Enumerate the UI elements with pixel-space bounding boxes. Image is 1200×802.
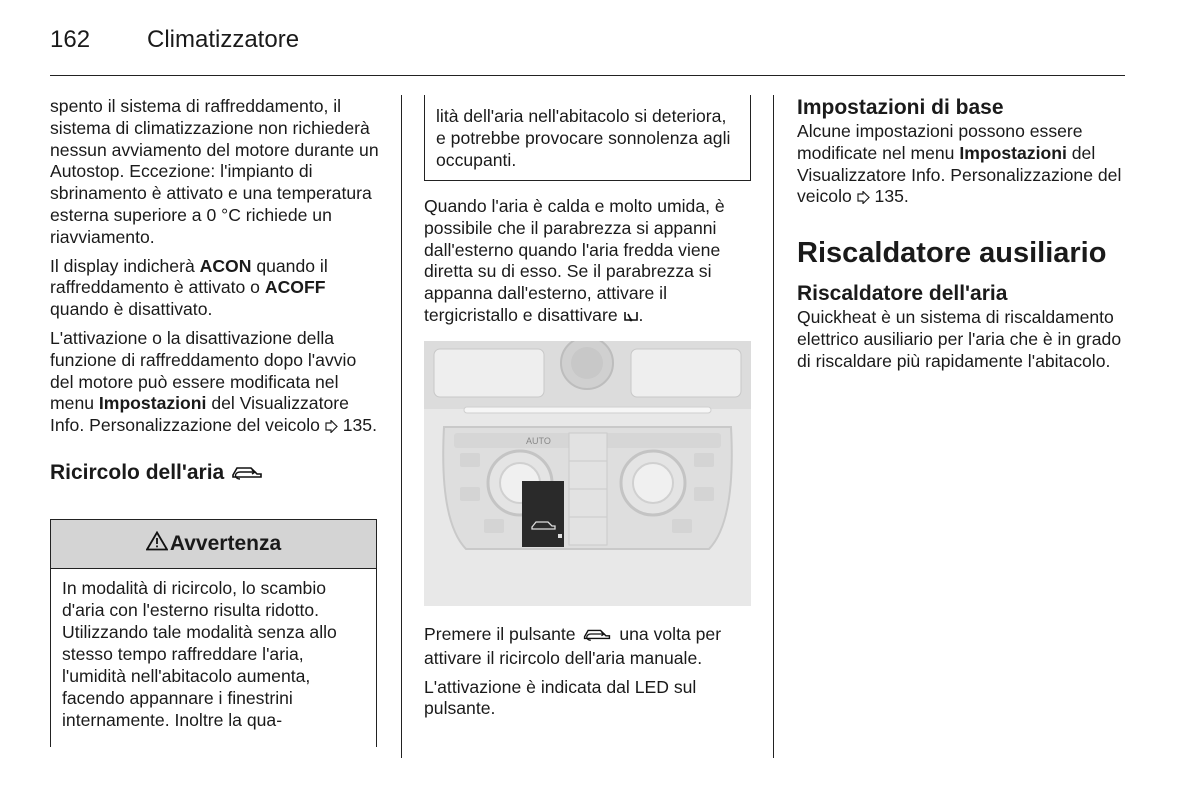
paragraph: L'attivazione è indicata dal LED sul pulsante.	[424, 676, 697, 719]
page-number: 162	[50, 26, 91, 53]
text: L'attivazione o la disattivazione della funzione di raffreddamento dopo l'avvio del motore può essere modificata nel menu	[50, 327, 357, 414]
acon-label: ACON	[199, 255, 252, 276]
text: quando è disattivato.	[50, 299, 213, 320]
header-rule	[50, 75, 1125, 76]
column-divider-2	[773, 95, 774, 758]
menu-name: Impostazioni	[98, 393, 207, 414]
acoff-label: ACOFF	[264, 277, 326, 298]
text: del Visualizzatore Info. Personalizzazione del veicolo	[50, 393, 349, 436]
subsection-title: Riscaldatore dell'aria	[797, 282, 1008, 306]
page-reference[interactable]: 135.	[342, 415, 377, 436]
warning-triangle-icon	[146, 531, 168, 557]
panel-auto-label: AUTO	[526, 436, 551, 446]
climate-control-panel-image	[424, 341, 751, 606]
page-reference[interactable]: 135.	[874, 186, 909, 207]
recirculation-icon	[230, 463, 264, 487]
chapter-title: Riscaldatore ausiliario	[797, 237, 1107, 270]
wiper-icon	[623, 307, 639, 329]
paragraph: Quickheat è un sistema di riscaldamento elettrico ausiliario per l'aria che è in grado di riscaldare più rapidamente l'abitacolo.	[797, 307, 1122, 371]
paragraph: Quando l'aria è calda e molto umida, è possibile che il parabrezza si appanni dall'esterno quando l'aria fredda viene diretta su di esso. Se il parabrezza si appanna dall'esterno, attivare il tergicristallo e disattivare .	[424, 196, 754, 329]
section-title: Impostazioni di base	[797, 96, 1004, 119]
column-divider-1	[401, 95, 402, 758]
reference-arrow-icon	[325, 417, 338, 439]
column-1	[50, 96, 380, 493]
page-title: Climatizzatore	[147, 26, 300, 53]
paragraph: Premere il pulsante una volta per attivare il ricircolo dell'aria manuale.	[424, 624, 722, 668]
section-title: Ricircolo dell'aria	[50, 461, 380, 487]
warning-continued-box: lità dell'aria nell'abitacolo si deteriora, e potrebbe provocare sonnolenza agli occupanti.	[424, 95, 751, 181]
warning-title: Avvertenza	[169, 532, 282, 555]
column-3	[797, 96, 1129, 380]
reference-arrow-icon	[857, 188, 870, 210]
text: quando il raffreddamento è attivato o	[50, 255, 328, 298]
recirculation-icon	[580, 626, 614, 648]
warning-text: In modalità di ricircolo, lo scambio d'aria con l'esterno risulta ridotto. Utilizzando tale modalità senza allo stesso tempo raffreddare l'aria, l'umidità nell'abitacolo aumenta, facendo appannare i finestrini internamente. Inoltre la qua-	[62, 578, 337, 730]
warning-header	[51, 520, 376, 569]
paragraph	[50, 328, 380, 439]
paragraph	[50, 256, 380, 321]
paragraph: spento il sistema di raffreddamento, il sistema di climatizzazione non richiederà nessun avviamento del motore durante un Autostop. Eccezione: l'impianto di sbrinamento è attivato e una temperatura esterna superiore a 0 °C richiede un riavviamento.	[50, 96, 379, 247]
warning-box	[50, 519, 377, 747]
text: Il display indicherà	[50, 255, 200, 276]
menu-name: Impostazioni	[959, 142, 1067, 163]
paragraph: Alcune impostazioni possono essere modificate nel menu Impostazioni del Visualizzatore Info. Personalizzazione del veicolo 135.	[797, 121, 1129, 210]
column-2	[424, 196, 754, 336]
column-2-lower	[424, 624, 754, 727]
